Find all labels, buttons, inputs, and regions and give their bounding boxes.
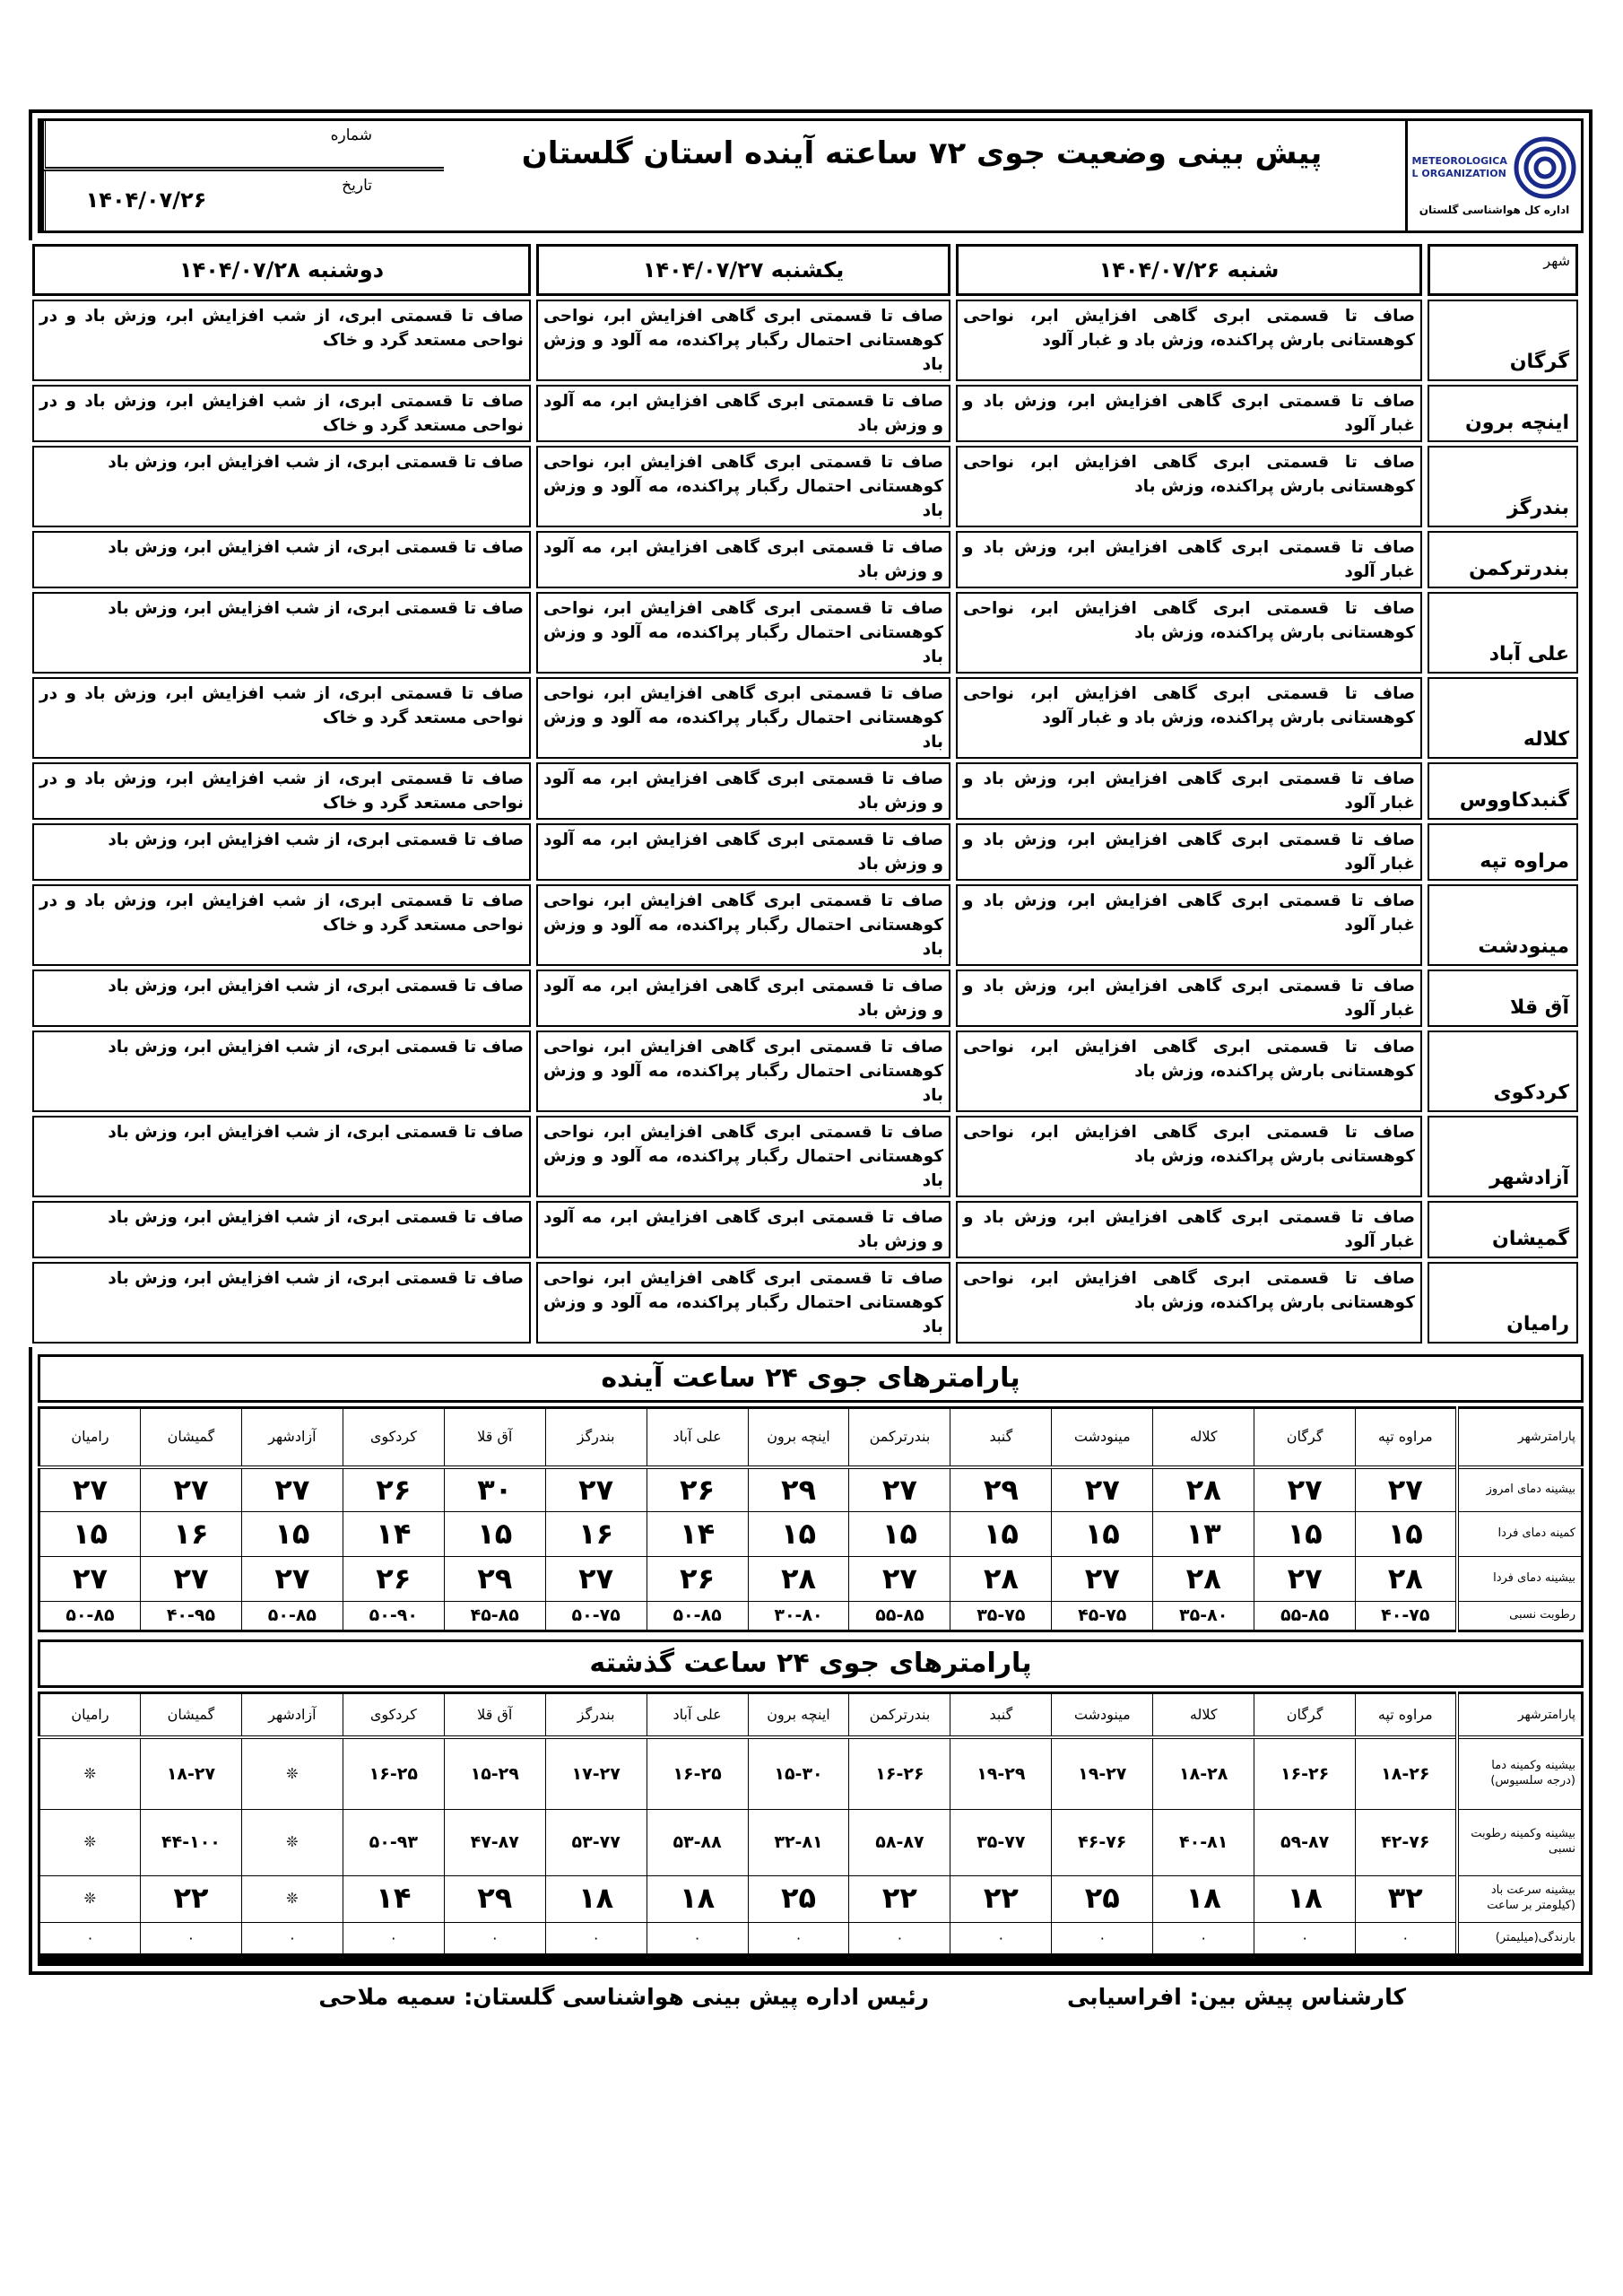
param-value: ۲۷	[1356, 1467, 1457, 1512]
city-name: کلاله	[1428, 677, 1578, 759]
city-column-header: شهر	[1428, 244, 1578, 296]
forecast-text-mon: صاف تا قسمتی ابری، از شب افزایش ابر، وزش باد	[32, 970, 531, 1027]
number-label: شماره	[247, 121, 444, 171]
param-value: ۵۵-۸۵	[849, 1602, 950, 1631]
past24-title: پارامترهای جوی ۲۴ ساعت گذشته	[38, 1639, 1584, 1688]
param-value: ۴۶-۷۶	[1052, 1809, 1153, 1875]
param-value: ۱۵	[241, 1512, 343, 1557]
city-name: بندرترکمن	[1428, 531, 1578, 588]
logo-text-en: METEOROLOGICAL ORGANIZATION	[1411, 155, 1507, 179]
param-value: ۰	[39, 1922, 141, 1960]
forecast-text-sat: صاف تا قسمتی ابری گاهی افزایش ابر، وزش باد و غبار آلود	[956, 385, 1422, 442]
city-column-header: رامیان	[39, 1408, 141, 1467]
forecast-row	[32, 385, 1578, 442]
forecaster-signature: کارشناس پیش بین: افراسیابی	[1066, 1984, 1406, 2011]
forecast-text-sat: صاف تا قسمتی ابری گاهی افزایش ابر، نواحی کوهستانی بارش پراکنده، وزش باد و غبار آلود	[956, 300, 1422, 381]
param-value: ۱۴	[343, 1512, 444, 1557]
param-value: ۵۰-۷۵	[545, 1602, 647, 1631]
date-label: تاریخ	[342, 177, 372, 195]
param-label: کمینه دمای فردا	[1457, 1512, 1583, 1557]
param-value: ۱۳	[1153, 1512, 1254, 1557]
param-value: ۵۰-۸۵	[647, 1602, 748, 1631]
param-value: ۰	[241, 1922, 343, 1960]
param-value: ۴۵-۸۵	[444, 1602, 545, 1631]
forecast-text-mon: صاف تا قسمتی ابری، از شب افزایش ابر، وزش باد و در نواحی مستعد گرد و خاک	[32, 385, 531, 442]
param-value: ۲۷	[39, 1557, 141, 1602]
param-value: ۳۵-۷۵	[950, 1602, 1052, 1631]
city-column-header: اینچه برون	[748, 1408, 849, 1467]
param-city-header: پارامترشهر	[1457, 1692, 1583, 1737]
param-value: ۱۸	[647, 1875, 748, 1922]
param-value: ۰	[950, 1922, 1052, 1960]
forecast-text-sun: صاف تا قسمتی ابری گاهی افزایش ابر، مه آلود و وزش باد	[536, 823, 950, 881]
forecast-text-sat: صاف تا قسمتی ابری گاهی افزایش ابر، نواحی کوهستانی بارش پراکنده، وزش باد	[956, 1262, 1422, 1344]
param-value: ۲۲	[950, 1875, 1052, 1922]
city-column-header: رامیان	[39, 1692, 141, 1737]
forecast-text-sun: صاف تا قسمتی ابری گاهی افزایش ابر، مه آلود و وزش باد	[536, 531, 950, 588]
param-city-header: پارامترشهر	[1457, 1408, 1583, 1467]
param-value: ❊	[39, 1737, 141, 1809]
param-label: رطوبت نسبی	[1457, 1602, 1583, 1631]
param-value: ۱۸	[1254, 1875, 1356, 1922]
city-column-header: مراوه تپه	[1356, 1692, 1457, 1737]
param-value: ۱۴	[647, 1512, 748, 1557]
param-row	[39, 1512, 1583, 1557]
param-value: ۲۷	[545, 1557, 647, 1602]
city-column-header: علی آباد	[647, 1692, 748, 1737]
param-value: ۳۲	[1356, 1875, 1457, 1922]
param-label: بیشینه وکمینه رطوبت نسبی	[1457, 1809, 1583, 1875]
param-value: ۱۶-۲۶	[849, 1737, 950, 1809]
forecast-text-mon: صاف تا قسمتی ابری، از شب افزایش ابر، وزش باد	[32, 1201, 531, 1258]
param-value: ۱۵	[444, 1512, 545, 1557]
signatures	[29, 1984, 1593, 2038]
param-value: ۲۲	[849, 1875, 950, 1922]
city-column-header: اینچه برون	[748, 1692, 849, 1737]
forecast-row	[32, 1262, 1578, 1344]
param-value: ۱۸-۲۶	[1356, 1737, 1457, 1809]
param-value: ۳۵-۸۰	[1153, 1602, 1254, 1631]
city-column-header: بندرترکمن	[849, 1692, 950, 1737]
city-name: اینچه برون	[1428, 385, 1578, 442]
param-value: ۰	[343, 1922, 444, 1960]
forecast-text-sun: صاف تا قسمتی ابری گاهی افزایش ابر، مه آلود و وزش باد	[536, 385, 950, 442]
param-value: ۲۷	[849, 1557, 950, 1602]
forecast-text-sat: صاف تا قسمتی ابری گاهی افزایش ابر، وزش باد و غبار آلود	[956, 970, 1422, 1027]
param-value: ۲۷	[39, 1467, 141, 1512]
forecast-text-sat: صاف تا قسمتی ابری گاهی افزایش ابر، نواحی کوهستانی بارش پراکنده، وزش باد	[956, 592, 1422, 674]
param-value: ۳۵-۷۷	[950, 1809, 1052, 1875]
forecast-text-mon: صاف تا قسمتی ابری، از شب افزایش ابر، وزش باد و در نواحی مستعد گرد و خاک	[32, 677, 531, 759]
city-column-header: کلاله	[1153, 1692, 1254, 1737]
param-value: ۲۹	[950, 1467, 1052, 1512]
param-value: ۰	[1052, 1922, 1153, 1960]
param-value: ۱۵-۳۰	[748, 1737, 849, 1809]
param-value: ۱۵	[1254, 1512, 1356, 1557]
forecast-text-sun: صاف تا قسمتی ابری گاهی افزایش ابر، نواحی کوهستانی احتمال رگبار پراکنده، مه آلود و وزش باد	[536, 884, 950, 966]
param-value: ۲۸	[950, 1557, 1052, 1602]
param-label: بارندگی(میلیمتر)	[1457, 1922, 1583, 1960]
param-value: ۵۳-۸۸	[647, 1809, 748, 1875]
param-value: ۱۴	[343, 1875, 444, 1922]
meteorological-organization-logo	[1405, 121, 1581, 230]
city-column-header: بندرترکمن	[849, 1408, 950, 1467]
forecast-row	[32, 1201, 1578, 1258]
number-value	[43, 121, 247, 171]
city-column-header: آق قلا	[444, 1408, 545, 1467]
param-value: ۲۷	[545, 1467, 647, 1512]
param-row	[39, 1602, 1583, 1631]
param-value: ۴۷-۸۷	[444, 1809, 545, 1875]
forecast-text-sat: صاف تا قسمتی ابری گاهی افزایش ابر، وزش باد و غبار آلود	[956, 1201, 1422, 1258]
forecast-text-sun: صاف تا قسمتی ابری گاهی افزایش ابر، مه آلود و وزش باد	[536, 970, 950, 1027]
param-label: بیشینه سرعت باد (کیلومتر بر ساعت	[1457, 1875, 1583, 1922]
param-value: ۱۶	[545, 1512, 647, 1557]
city-column-header: کردکوی	[343, 1692, 444, 1737]
param-label: بیشینه دمای فردا	[1457, 1557, 1583, 1602]
city-name: مینودشت	[1428, 884, 1578, 966]
day-header-sunday: یکشنبه ۱۴۰۴/۰۷/۲۷	[536, 244, 950, 296]
forecast-text-mon: صاف تا قسمتی ابری، از شب افزایش ابر، وزش باد	[32, 531, 531, 588]
forecast-row	[32, 300, 1578, 381]
param-value: ۲۹	[444, 1875, 545, 1922]
forecast-text-sun: صاف تا قسمتی ابری گاهی افزایش ابر، نواحی کوهستانی احتمال رگبار پراکنده، مه آلود و وزش باد	[536, 446, 950, 527]
forecast-text-sat: صاف تا قسمتی ابری گاهی افزایش ابر، وزش باد و غبار آلود	[956, 884, 1422, 966]
param-value: ۲۵	[748, 1875, 849, 1922]
logo-emblem-icon	[1513, 135, 1577, 200]
forecast-text-mon: صاف تا قسمتی ابری، از شب افزایش ابر، وزش باد	[32, 1116, 531, 1197]
forecast-row	[32, 1031, 1578, 1112]
city-name: مراوه تپه	[1428, 823, 1578, 881]
city-name: گنبدکاووس	[1428, 762, 1578, 820]
forecast-row	[32, 823, 1578, 881]
param-value: ۲۷	[241, 1467, 343, 1512]
param-value: ۳۲-۸۱	[748, 1809, 849, 1875]
param-value: ❊	[241, 1737, 343, 1809]
forecast-text-sat: صاف تا قسمتی ابری گاهی افزایش ابر، نواحی کوهستانی بارش پراکنده، وزش باد	[956, 446, 1422, 527]
city-column-header: گرگان	[1254, 1692, 1356, 1737]
param-value: ۱۸	[545, 1875, 647, 1922]
param-value: ۴۰-۸۱	[1153, 1809, 1254, 1875]
city-column-header: آق قلا	[444, 1692, 545, 1737]
day-header-monday: دوشنبه ۱۴۰۴/۰۷/۲۸	[32, 244, 531, 296]
param-value: ۲۷	[141, 1557, 242, 1602]
forecast-text-sun: صاف تا قسمتی ابری گاهی افزایش ابر، نواحی کوهستانی احتمال رگبار پراکنده، مه آلود و وزش باد	[536, 300, 950, 381]
forecast-text-sun: صاف تا قسمتی ابری گاهی افزایش ابر، نواحی کوهستانی احتمال رگبار پراکنده، مه آلود و وزش باد	[536, 1031, 950, 1112]
param-value: ۰	[141, 1922, 242, 1960]
day-header-saturday: شنبه ۱۴۰۴/۰۷/۲۶	[956, 244, 1422, 296]
city-column-header: کردکوی	[343, 1408, 444, 1467]
param-value: ۰	[849, 1922, 950, 1960]
param-value: ۲۹	[748, 1467, 849, 1512]
param-value: ۰	[1153, 1922, 1254, 1960]
param-value: ۴۰-۹۵	[141, 1602, 242, 1631]
city-column-header: آزادشهر	[241, 1692, 343, 1737]
logo-caption: اداره کل هواشناسی گلستان	[1419, 204, 1570, 216]
param-value: ۰	[444, 1922, 545, 1960]
param-value: ۲۸	[748, 1557, 849, 1602]
forecast-text-mon: صاف تا قسمتی ابری، از شب افزایش ابر، وزش باد	[32, 592, 531, 674]
param-value: ۳۰	[444, 1467, 545, 1512]
param-value: ۲۸	[1153, 1557, 1254, 1602]
param-value: ۵۵-۸۵	[1254, 1602, 1356, 1631]
city-column-header: گنبد	[950, 1692, 1052, 1737]
param-value: ۱۵	[748, 1512, 849, 1557]
city-column-header: کلاله	[1153, 1408, 1254, 1467]
param-value: ۲۶	[647, 1557, 748, 1602]
param-value: ۵۹-۸۷	[1254, 1809, 1356, 1875]
document-header	[38, 118, 1584, 233]
param-value: ۰	[647, 1922, 748, 1960]
param-value: ۱۷-۲۷	[545, 1737, 647, 1809]
param-value: ۲۷	[241, 1557, 343, 1602]
forecast-text-sun: صاف تا قسمتی ابری گاهی افزایش ابر، نواحی کوهستانی احتمال رگبار پراکنده، مه آلود و وزش باد	[536, 677, 950, 759]
city-column-header: علی آباد	[647, 1408, 748, 1467]
param-value: ❊	[39, 1875, 141, 1922]
city-name: گرگان	[1428, 300, 1578, 381]
forecast-row	[32, 531, 1578, 588]
forecast-row	[32, 1116, 1578, 1197]
param-value: ۲۸	[1153, 1467, 1254, 1512]
past24-table	[38, 1692, 1584, 1967]
forecast-text-sat: صاف تا قسمتی ابری گاهی افزایش ابر، نواحی کوهستانی بارش پراکنده، وزش باد	[956, 1031, 1422, 1112]
param-row	[39, 1875, 1583, 1922]
param-value: ۱۵	[950, 1512, 1052, 1557]
param-value: ۴۲-۷۶	[1356, 1809, 1457, 1875]
forecast-text-mon: صاف تا قسمتی ابری، از شب افزایش ابر، وزش باد	[32, 1262, 531, 1344]
city-name: آزادشهر	[1428, 1116, 1578, 1197]
param-value: ۱۵-۲۹	[444, 1737, 545, 1809]
city-name: کردکوی	[1428, 1031, 1578, 1112]
param-value: ۵۰-۹۳	[343, 1809, 444, 1875]
forecast-text-sat: صاف تا قسمتی ابری گاهی افزایش ابر، وزش باد و غبار آلود	[956, 531, 1422, 588]
forecast-row	[32, 592, 1578, 674]
param-label: بیشینه وکمینه دما (درجه سلسیوس)	[1457, 1737, 1583, 1809]
forecast-text-sun: صاف تا قسمتی ابری گاهی افزایش ابر، نواحی کوهستانی احتمال رگبار پراکنده، مه آلود و وزش باد	[536, 1262, 950, 1344]
param-value: ۵۰-۸۵	[241, 1602, 343, 1631]
next24-title: پارامترهای جوی ۲۴ ساعت آینده	[38, 1354, 1584, 1403]
forecast-text-sat: صاف تا قسمتی ابری گاهی افزایش ابر، وزش باد و غبار آلود	[956, 762, 1422, 820]
param-value: ❊	[241, 1809, 343, 1875]
param-value: ۱۶-۲۶	[1254, 1737, 1356, 1809]
forecast-row	[32, 762, 1578, 820]
forecast-table	[27, 240, 1584, 1347]
param-value: ❊	[241, 1875, 343, 1922]
city-column-header: مینودشت	[1052, 1408, 1153, 1467]
param-value: ۱۸-۲۸	[1153, 1737, 1254, 1809]
forecast-text-sat: صاف تا قسمتی ابری گاهی افزایش ابر، نواحی کوهستانی بارش پراکنده، وزش باد و غبار آلود	[956, 677, 1422, 759]
city-column-header: آزادشهر	[241, 1408, 343, 1467]
param-value: ۲۶	[647, 1467, 748, 1512]
param-value: ۱۵	[1356, 1512, 1457, 1557]
param-header-row	[39, 1692, 1583, 1737]
city-name: آق قلا	[1428, 970, 1578, 1027]
param-value: ۲۷	[1254, 1467, 1356, 1512]
param-value: ۱۵	[39, 1512, 141, 1557]
param-value: ۱۶	[141, 1512, 242, 1557]
city-column-header: مراوه تپه	[1356, 1408, 1457, 1467]
city-column-header: گمیشان	[141, 1692, 242, 1737]
city-column-header: گنبد	[950, 1408, 1052, 1467]
forecast-text-sun: صاف تا قسمتی ابری گاهی افزایش ابر، نواحی کوهستانی احتمال رگبار پراکنده، مه آلود و وزش باد	[536, 1116, 950, 1197]
param-value: ۲۸	[1356, 1557, 1457, 1602]
city-name: بندرگز	[1428, 446, 1578, 527]
param-value: ۲۶	[343, 1467, 444, 1512]
param-value: ۱۸-۲۷	[141, 1737, 242, 1809]
param-value: ۴۴-۱۰۰	[141, 1809, 242, 1875]
param-value: ۳۰-۸۰	[748, 1602, 849, 1631]
param-label: بیشینه دمای امروز	[1457, 1467, 1583, 1512]
param-value: ۲۷	[1254, 1557, 1356, 1602]
param-value: ۴۵-۷۵	[1052, 1602, 1153, 1631]
city-column-header: بندرگز	[545, 1408, 647, 1467]
forecast-document	[29, 109, 1593, 1975]
param-row	[39, 1737, 1583, 1809]
city-column-header: گرگان	[1254, 1408, 1356, 1467]
param-value: ۱۵	[1052, 1512, 1153, 1557]
param-value: ۵۰-۹۰	[343, 1602, 444, 1631]
city-column-header: بندرگز	[545, 1692, 647, 1737]
forecast-text-sun: صاف تا قسمتی ابری گاهی افزایش ابر، نواحی کوهستانی احتمال رگبار پراکنده، مه آلود و وزش باد	[536, 592, 950, 674]
param-value: ۵۳-۷۷	[545, 1809, 647, 1875]
param-value: ۲۹	[444, 1557, 545, 1602]
param-row	[39, 1557, 1583, 1602]
param-value: ۱۶-۲۵	[343, 1737, 444, 1809]
forecast-text-mon: صاف تا قسمتی ابری، از شب افزایش ابر، وزش باد و در نواحی مستعد گرد و خاک	[32, 762, 531, 820]
date-value: ۱۴۰۴/۰۷/۲۶	[43, 171, 247, 230]
city-name: علی آباد	[1428, 592, 1578, 674]
next24-section	[38, 1354, 1584, 1632]
param-value: ۲۷	[1052, 1557, 1153, 1602]
city-column-header: گمیشان	[141, 1408, 242, 1467]
page	[29, 109, 1593, 2038]
param-header-row	[39, 1408, 1583, 1467]
param-value: ۱۹-۲۷	[1052, 1737, 1153, 1809]
city-name: رامیان	[1428, 1262, 1578, 1344]
param-value: ۲۲	[141, 1875, 242, 1922]
forecast-row	[32, 677, 1578, 759]
department-head-signature: رئیس اداره پیش بینی هواشناسی گلستان: سمیه ملاحی	[318, 1984, 929, 2011]
forecast-text-sun: صاف تا قسمتی ابری گاهی افزایش ابر، مه آلود و وزش باد	[536, 762, 950, 820]
param-value: ۰	[748, 1922, 849, 1960]
forecast-text-sat: صاف تا قسمتی ابری گاهی افزایش ابر، وزش باد و غبار آلود	[956, 823, 1422, 881]
next24-table	[38, 1406, 1584, 1632]
city-name: گمیشان	[1428, 1201, 1578, 1258]
param-value: ۱۵	[849, 1512, 950, 1557]
param-row	[39, 1809, 1583, 1875]
param-value: ۱۸	[1153, 1875, 1254, 1922]
param-value: ۰	[545, 1922, 647, 1960]
forecast-text-mon: صاف تا قسمتی ابری، از شب افزایش ابر، وزش باد	[32, 446, 531, 527]
param-value: ۲۷	[849, 1467, 950, 1512]
forecast-table-wrapper	[38, 240, 1584, 1347]
param-value: ۵۸-۸۷	[849, 1809, 950, 1875]
logo-top	[1412, 135, 1577, 200]
param-value: ۴۰-۷۵	[1356, 1602, 1457, 1631]
past24-section	[38, 1639, 1584, 1967]
city-column-header: مینودشت	[1052, 1692, 1153, 1737]
param-value: ۲۷	[141, 1467, 242, 1512]
forecast-row	[32, 970, 1578, 1027]
param-value: ۲۶	[343, 1557, 444, 1602]
param-value: ۰	[1356, 1922, 1457, 1960]
param-value: ۰	[1254, 1922, 1356, 1960]
forecast-text-mon: صاف تا قسمتی ابری، از شب افزایش ابر، وزش باد و در نواحی مستعد گرد و خاک	[32, 884, 531, 966]
forecast-text-sun: صاف تا قسمتی ابری گاهی افزایش ابر، مه آلود و وزش باد	[536, 1201, 950, 1258]
document-meta	[40, 121, 444, 230]
param-value: ۱۶-۲۵	[647, 1737, 748, 1809]
param-value: ۵۰-۸۵	[39, 1602, 141, 1631]
forecast-row	[32, 446, 1578, 527]
param-value: ❊	[39, 1809, 141, 1875]
param-value: ۱۹-۲۹	[950, 1737, 1052, 1809]
forecast-text-sat: صاف تا قسمتی ابری گاهی افزایش ابر، نواحی کوهستانی بارش پراکنده، وزش باد	[956, 1116, 1422, 1197]
forecast-text-mon: صاف تا قسمتی ابری، از شب افزایش ابر، وزش باد و در نواحی مستعد گرد و خاک	[32, 300, 531, 381]
page-title: پیش بینی وضعیت جوی ۷۲ ساعته آینده استان گلستان	[521, 135, 1323, 171]
forecast-text-mon: صاف تا قسمتی ابری، از شب افزایش ابر، وزش باد	[32, 1031, 531, 1112]
param-row	[39, 1922, 1583, 1960]
param-value: ۲۷	[1052, 1467, 1153, 1512]
forecast-row	[32, 884, 1578, 966]
param-value: ۲۵	[1052, 1875, 1153, 1922]
param-row	[39, 1467, 1583, 1512]
forecast-text-mon: صاف تا قسمتی ابری، از شب افزایش ابر، وزش باد	[32, 823, 531, 881]
